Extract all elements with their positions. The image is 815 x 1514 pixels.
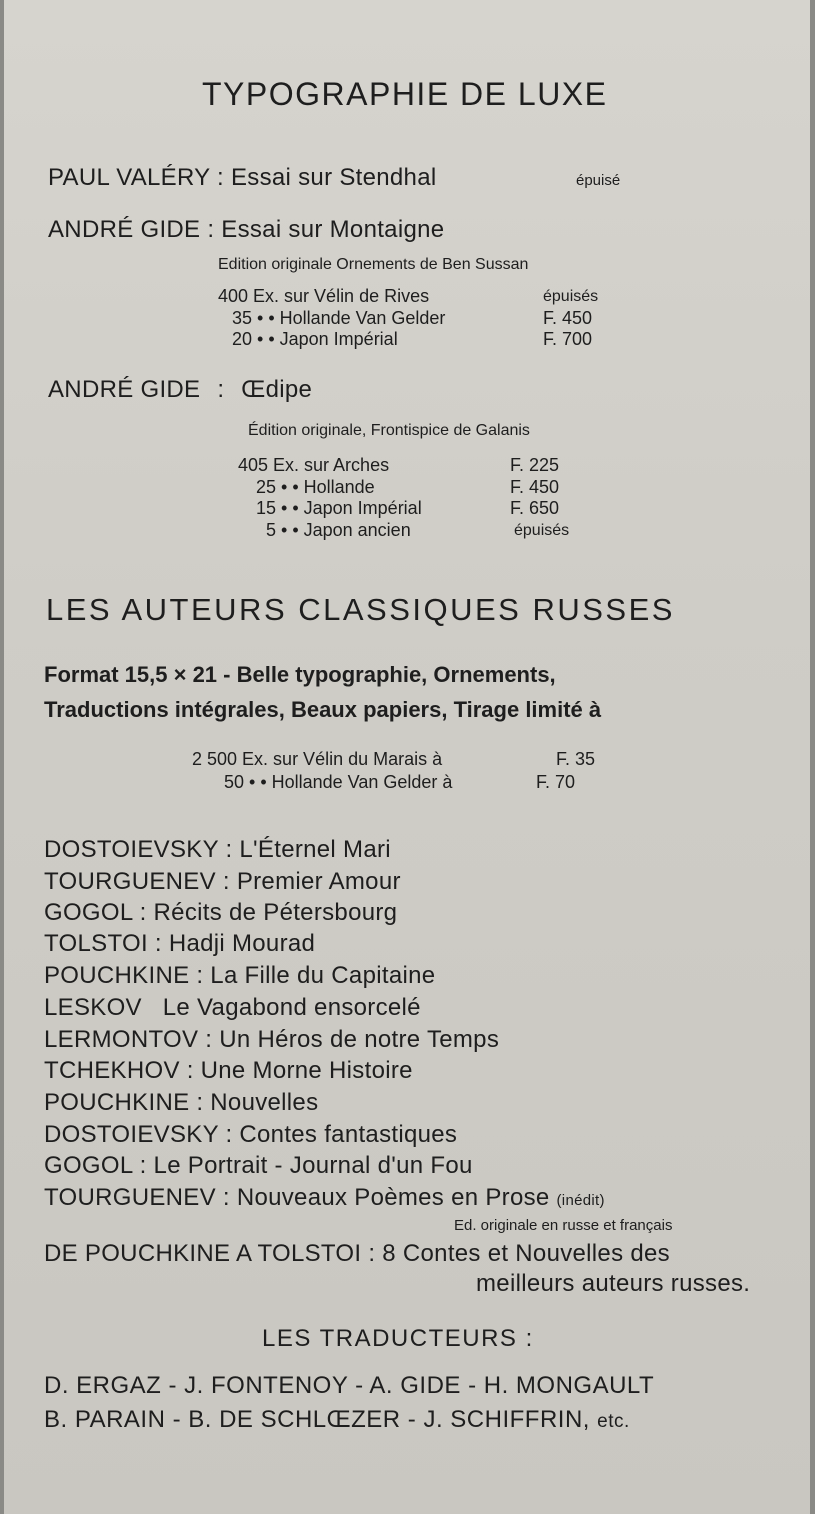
edition-row (256, 477, 598, 499)
book-item: TOLSTOI : Hadji Mourad (44, 930, 316, 957)
book-author: TCHEKHOV (44, 1057, 180, 1084)
entry-valery: PAUL VALÉRY : Essai sur Stendhal (48, 164, 437, 191)
entry-gide-montaigne: ANDRÉ GIDE : Essai sur Montaigne (48, 216, 445, 243)
edition-qty: 400 Ex. sur Vélin de Rives (218, 286, 430, 306)
edition-price: F. 700 (543, 329, 593, 349)
book-title: Une Morne Histoire (200, 1057, 413, 1084)
book-author: GOGOL (44, 899, 133, 926)
translators-line-2: B. PARAIN - B. DE SCHLŒZER - J. SCHIFFRIN, etc. (44, 1406, 630, 1433)
edition-qty: 20 • • Japon Impérial (232, 329, 398, 349)
section-title-typographie: TYPOGRAPHIE DE LUXE (202, 76, 608, 112)
edition-price: épuisés (514, 522, 570, 539)
book-title: Hadji Mourad (168, 930, 316, 957)
book-item: GOGOL : Le Portrait - Journal d'un Fou (44, 1152, 473, 1179)
inedit-note: Ed. originale en russe et français (454, 1217, 673, 1234)
translators-heading: LES TRADUCTEURS : (262, 1325, 534, 1352)
book-title: Récits de Pétersbourg (153, 899, 398, 926)
catalog-page (4, 0, 810, 1514)
entry-title: Œdipe (241, 376, 313, 403)
edition-row (266, 520, 598, 542)
book-author: GOGOL (44, 1152, 133, 1179)
edition-price: épuisés (543, 288, 599, 305)
edition-note: Edition originale Ornements de Ben Sussan (218, 256, 529, 273)
edition-row (256, 498, 598, 520)
entry-title: Essai sur Stendhal (230, 164, 437, 191)
anthology-line-2: meilleurs auteurs russes. (476, 1270, 751, 1297)
edition-price: F. 35 (556, 749, 596, 769)
book-title: Un Héros de notre Temps (219, 1026, 500, 1053)
edition-row (218, 286, 618, 308)
edition-row (232, 308, 622, 330)
translators-etc: etc. (597, 1411, 630, 1432)
book-title: Le Vagabond ensorcelé (162, 994, 421, 1021)
book-author: TOURGUENEV (44, 1184, 216, 1211)
book-title: Nouveaux Poèmes en Prose (236, 1184, 550, 1211)
edition-price: F. 225 (510, 455, 560, 475)
format-line-1: Format 15,5 × 21 - Belle typographie, Ornements, (44, 662, 556, 687)
book-author: TOLSTOI (44, 930, 148, 957)
format-line-2: Traductions intégrales, Beaux papiers, Tirage limité à (44, 697, 602, 722)
book-title: La Fille du Capitaine (210, 962, 436, 989)
edition-qty: 405 Ex. sur Arches (238, 455, 390, 475)
edition-qty: 25 • • Hollande (256, 477, 375, 497)
translators-line-1: D. ERGAZ - J. FONTENOY - A. GIDE - H. MONGAULT (44, 1372, 655, 1399)
edition-price: F. 70 (536, 772, 576, 792)
book-author: LESKOV (44, 994, 142, 1021)
edition-row (238, 455, 598, 477)
book-item: TOURGUENEV : Premier Amour (44, 868, 401, 895)
status-epuise: épuisé (576, 172, 621, 189)
book-item: POUCHKINE : La Fille du Capitaine (44, 962, 436, 989)
book-author: DOSTOIEVSKY (44, 1121, 219, 1148)
book-author: TOURGUENEV (44, 868, 216, 895)
entry-author: PAUL VALÉRY (48, 164, 211, 191)
book-item: GOGOL : Récits de Pétersbourg (44, 899, 398, 926)
book-item (44, 994, 421, 1022)
edition-price: F. 650 (510, 498, 560, 518)
edition-qty: 35 • • Hollande Van Gelder (232, 308, 446, 328)
book-title: Premier Amour (236, 868, 401, 895)
edition-price: F. 450 (510, 477, 560, 497)
edition-qty: 50 • • Hollande Van Gelder à (224, 772, 453, 792)
entry-title: Essai sur Montaigne (221, 216, 445, 243)
entry-author: ANDRÉ GIDE (48, 216, 201, 243)
book-title: Contes fantastiques (239, 1121, 458, 1148)
edition-qty: 5 • • Japon ancien (266, 520, 411, 540)
book-item: TOURGUENEV : Nouveaux Poèmes en Prose (inédit) (44, 1184, 605, 1211)
anthology-line-1: DE POUCHKINE A TOLSTOI : 8 Contes et Nouvelles des (44, 1240, 670, 1267)
book-title: Le Portrait - Journal d'un Fou (153, 1152, 473, 1179)
book-item: POUCHKINE : Nouvelles (44, 1089, 319, 1116)
book-item: TCHEKHOV : Une Morne Histoire (44, 1057, 413, 1084)
section-title-russes: LES AUTEURS CLASSIQUES RUSSES (46, 592, 675, 627)
book-title: L'Éternel Mari (239, 836, 391, 863)
edition-price: F. 450 (543, 308, 593, 328)
book-item: DOSTOIEVSKY : Contes fantastiques (44, 1121, 458, 1148)
edition-row (224, 772, 614, 794)
edition-row (192, 749, 612, 771)
edition-qty: 15 • • Japon Impérial (256, 498, 422, 518)
edition-qty: 2 500 Ex. sur Vélin du Marais à (192, 749, 443, 769)
edition-row (232, 329, 622, 351)
book-author: POUCHKINE (44, 1089, 190, 1116)
book-author: POUCHKINE (44, 962, 190, 989)
book-author: LERMONTOV (44, 1026, 199, 1053)
book-item: LERMONTOV : Un Héros de notre Temps (44, 1026, 500, 1053)
book-item: DOSTOIEVSKY : L'Éternel Mari (44, 836, 391, 863)
entry-author: ANDRÉ GIDE (48, 376, 201, 403)
book-title: Nouvelles (210, 1089, 319, 1116)
book-author: DOSTOIEVSKY (44, 836, 219, 863)
entry-gide-oedipe: ANDRÉ GIDE : Œdipe (48, 376, 313, 403)
inedit-mark: (inédit) (556, 1192, 605, 1209)
edition-note: Édition originale, Frontispice de Galanis (248, 422, 530, 439)
